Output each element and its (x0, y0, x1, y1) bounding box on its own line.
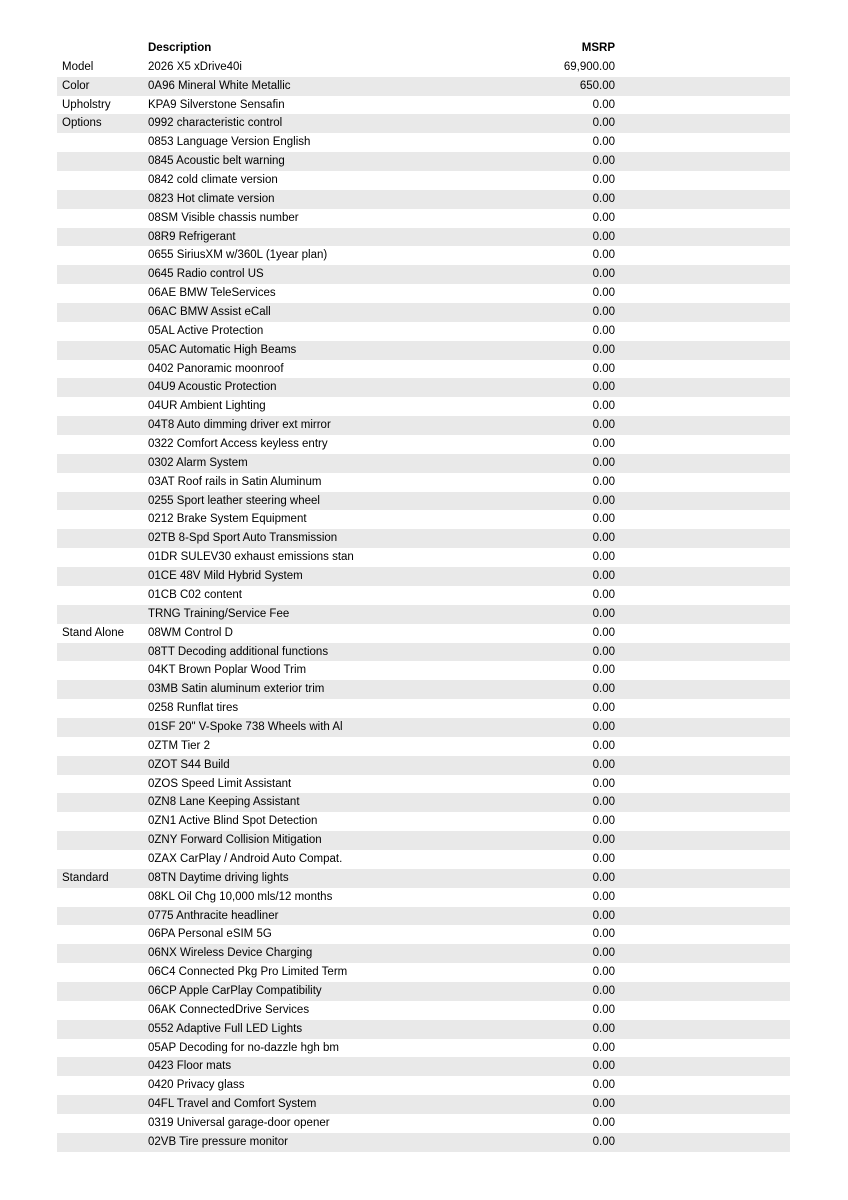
msrp-cell: 0.00 (592, 702, 615, 715)
msrp-cell: 0.00 (592, 890, 615, 903)
category-cell: Stand Alone (62, 626, 125, 639)
description-cell: 06PA Personal eSIM 5G (148, 928, 272, 941)
category-cell: Color (62, 79, 90, 92)
table-row (57, 567, 790, 586)
description-cell: 05AL Active Protection (148, 324, 264, 337)
vehicle-pricing-table (57, 39, 790, 1152)
msrp-cell: 0.00 (592, 758, 615, 771)
description-cell: 0992 characteristic control (148, 117, 283, 130)
header-description: Description (148, 42, 212, 54)
table-row (57, 1039, 790, 1058)
description-cell: 08R9 Refrigerant (148, 230, 236, 243)
table-row (57, 982, 790, 1001)
msrp-cell: 0.00 (592, 626, 615, 639)
description-cell: 0258 Runflat tires (148, 702, 239, 715)
description-cell: 01CB C02 content (148, 588, 242, 601)
description-cell: 0319 Universal garage-door opener (148, 1116, 330, 1129)
header-msrp: MSRP (581, 42, 615, 54)
table-row (57, 473, 790, 492)
msrp-cell: 0.00 (592, 1041, 615, 1054)
table-row (57, 850, 790, 869)
table-row (57, 680, 790, 699)
description-cell: 0402 Panoramic moonroof (148, 362, 284, 375)
msrp-cell: 0.00 (592, 607, 615, 620)
category-cell: Model (62, 60, 94, 73)
msrp-cell: 0.00 (592, 343, 615, 356)
msrp-cell: 0.00 (592, 306, 615, 319)
description-cell: 04FL Travel and Comfort System (148, 1098, 317, 1111)
description-cell: KPA9 Silverstone Sensafin (148, 98, 285, 111)
table-row (57, 548, 790, 567)
description-cell: 0ZAX CarPlay / Android Auto Compat. (148, 852, 343, 865)
description-cell: 06AK ConnectedDrive Services (148, 1003, 310, 1016)
table-header-row (57, 39, 790, 58)
description-cell: 0845 Acoustic belt warning (148, 155, 285, 168)
description-cell: 08TN Daytime driving lights (148, 871, 289, 884)
category-cell: Options (62, 117, 102, 130)
description-cell: 0302 Alarm System (148, 456, 248, 469)
table-row (57, 77, 790, 96)
description-cell: 0420 Privacy glass (148, 1079, 245, 1092)
table-row (57, 1001, 790, 1020)
msrp-cell: 0.00 (592, 456, 615, 469)
description-cell: 03MB Satin aluminum exterior trim (148, 683, 325, 696)
msrp-cell: 0.00 (592, 513, 615, 526)
table-row (57, 114, 790, 133)
msrp-cell: 0.00 (592, 815, 615, 828)
msrp-cell: 0.00 (592, 720, 615, 733)
table-row (57, 265, 790, 284)
table-row (57, 869, 790, 888)
table-row (57, 586, 790, 605)
msrp-cell: 0.00 (592, 570, 615, 583)
description-cell: 0823 Hot climate version (148, 192, 275, 205)
msrp-cell: 0.00 (592, 400, 615, 413)
table-row (57, 907, 790, 926)
msrp-cell: 0.00 (592, 192, 615, 205)
table-row (57, 718, 790, 737)
msrp-cell: 0.00 (592, 249, 615, 262)
msrp-cell: 0.00 (592, 362, 615, 375)
table-row (57, 793, 790, 812)
table-row (57, 341, 790, 360)
description-cell: 01CE 48V Mild Hybrid System (148, 570, 303, 583)
msrp-cell: 0.00 (592, 494, 615, 507)
table-row (57, 397, 790, 416)
msrp-cell: 0.00 (592, 1116, 615, 1129)
table-row (57, 152, 790, 171)
msrp-cell: 0.00 (592, 211, 615, 224)
description-cell: 0212 Brake System Equipment (148, 513, 307, 526)
msrp-cell: 0.00 (592, 136, 615, 149)
table-row (57, 378, 790, 397)
msrp-cell: 0.00 (592, 1079, 615, 1092)
description-cell: 01DR SULEV30 exhaust emissions stan (148, 551, 354, 564)
description-cell: 03AT Roof rails in Satin Aluminum (148, 475, 322, 488)
description-cell: 01SF 20" V-Spoke 738 Wheels with Al (148, 720, 343, 733)
msrp-cell: 0.00 (592, 1135, 615, 1148)
description-cell: 08WM Control D (148, 626, 233, 639)
table-row (57, 58, 790, 77)
description-cell: 05AP Decoding for no-dazzle hgh bm (148, 1041, 339, 1054)
msrp-cell: 0.00 (592, 664, 615, 677)
msrp-cell: 0.00 (592, 984, 615, 997)
msrp-cell: 0.00 (592, 645, 615, 658)
msrp-cell: 0.00 (592, 438, 615, 451)
description-cell: 08KL Oil Chg 10,000 mls/12 months (148, 890, 333, 903)
table-row (57, 775, 790, 794)
msrp-cell: 0.00 (592, 532, 615, 545)
table-row (57, 944, 790, 963)
msrp-cell: 0.00 (592, 381, 615, 394)
description-cell: 0655 SiriusXM w/360L (1year plan) (148, 249, 328, 262)
msrp-cell: 0.00 (592, 1098, 615, 1111)
description-cell: 0255 Sport leather steering wheel (148, 494, 320, 507)
description-cell: 06C4 Connected Pkg Pro Limited Term (148, 966, 348, 979)
msrp-cell: 0.00 (592, 796, 615, 809)
description-cell: 02TB 8-Spd Sport Auto Transmission (148, 532, 338, 545)
table-row (57, 228, 790, 247)
description-cell: 06NX Wireless Device Charging (148, 947, 313, 960)
table-row (57, 510, 790, 529)
msrp-cell: 0.00 (592, 588, 615, 601)
description-cell: 0322 Comfort Access keyless entry (148, 438, 328, 451)
table-row (57, 1114, 790, 1133)
table-row (57, 643, 790, 662)
table-row (57, 1133, 790, 1152)
msrp-cell: 0.00 (592, 155, 615, 168)
table-row (57, 284, 790, 303)
table-row (57, 963, 790, 982)
description-cell: 06AE BMW TeleServices (148, 287, 276, 300)
table-row (57, 454, 790, 473)
table-row (57, 416, 790, 435)
table-row (57, 737, 790, 756)
table-row (57, 171, 790, 190)
msrp-cell: 0.00 (592, 287, 615, 300)
msrp-cell: 0.00 (592, 1022, 615, 1035)
description-cell: 2026 X5 xDrive40i (148, 60, 242, 73)
description-cell: 0853 Language Version English (148, 136, 311, 149)
table-row (57, 605, 790, 624)
msrp-cell: 0.00 (592, 966, 615, 979)
table-row (57, 303, 790, 322)
msrp-cell: 0.00 (592, 551, 615, 564)
description-cell: 08TT Decoding additional functions (148, 645, 329, 658)
table-row (57, 529, 790, 548)
description-cell: 04UR Ambient Lighting (148, 400, 266, 413)
msrp-cell: 0.00 (592, 324, 615, 337)
table-body (57, 58, 790, 1152)
table-row (57, 925, 790, 944)
description-cell: 06AC BMW Assist eCall (148, 306, 271, 319)
msrp-cell: 0.00 (592, 739, 615, 752)
table-row (57, 209, 790, 228)
msrp-cell: 0.00 (592, 777, 615, 790)
table-row (57, 756, 790, 775)
description-cell: 04U9 Acoustic Protection (148, 381, 277, 394)
description-cell: 04KT Brown Poplar Wood Trim (148, 664, 307, 677)
description-cell: 0ZTM Tier 2 (148, 739, 210, 752)
msrp-cell: 0.00 (592, 909, 615, 922)
description-cell: 0ZOS Speed Limit Assistant (148, 777, 292, 790)
table-row (57, 246, 790, 265)
table-row (57, 96, 790, 115)
table-row (57, 133, 790, 152)
description-cell: 04T8 Auto dimming driver ext mirror (148, 419, 331, 432)
msrp-cell: 0.00 (592, 419, 615, 432)
table-row (57, 322, 790, 341)
msrp-cell: 0.00 (592, 947, 615, 960)
description-cell: 0ZOT S44 Build (148, 758, 230, 771)
table-row (57, 1076, 790, 1095)
description-cell: 0842 cold climate version (148, 174, 278, 187)
table-row (57, 1020, 790, 1039)
table-row (57, 831, 790, 850)
msrp-cell: 0.00 (592, 475, 615, 488)
table-row (57, 699, 790, 718)
description-cell: 0423 Floor mats (148, 1060, 232, 1073)
description-cell: 05AC Automatic High Beams (148, 343, 297, 356)
table-row (57, 624, 790, 643)
description-cell: 0A96 Mineral White Metallic (148, 79, 291, 92)
description-cell: 02VB Tire pressure monitor (148, 1135, 288, 1148)
msrp-cell: 0.00 (592, 852, 615, 865)
description-cell: 06CP Apple CarPlay Compatibility (148, 984, 322, 997)
table-row (57, 1095, 790, 1114)
msrp-cell: 0.00 (592, 98, 615, 111)
description-cell: 0ZNY Forward Collision Mitigation (148, 834, 322, 847)
msrp-cell: 0.00 (592, 834, 615, 847)
msrp-cell: 0.00 (592, 928, 615, 941)
category-cell: Upholstry (62, 98, 111, 111)
description-cell: 0552 Adaptive Full LED Lights (148, 1022, 303, 1035)
msrp-cell: 0.00 (592, 230, 615, 243)
description-cell: 0ZN1 Active Blind Spot Detection (148, 815, 318, 828)
table-row (57, 435, 790, 454)
description-cell: 0ZN8 Lane Keeping Assistant (148, 796, 300, 809)
table-row (57, 812, 790, 831)
msrp-cell: 69,900.00 (563, 60, 615, 73)
table-row (57, 888, 790, 907)
description-cell: TRNG Training/Service Fee (148, 607, 290, 620)
description-cell: 0775 Anthracite headliner (148, 909, 279, 922)
description-cell: 08SM Visible chassis number (148, 211, 299, 224)
table-row (57, 190, 790, 209)
table-row (57, 360, 790, 379)
msrp-cell: 0.00 (592, 1060, 615, 1073)
msrp-cell: 0.00 (592, 1003, 615, 1016)
msrp-cell: 0.00 (592, 683, 615, 696)
table-row (57, 661, 790, 680)
table-row (57, 1057, 790, 1076)
msrp-cell: 0.00 (592, 268, 615, 281)
table-row (57, 492, 790, 511)
msrp-cell: 0.00 (592, 871, 615, 884)
description-cell: 0645 Radio control US (148, 268, 264, 281)
msrp-cell: 0.00 (592, 174, 615, 187)
msrp-cell: 0.00 (592, 117, 615, 130)
category-cell: Standard (62, 871, 109, 884)
msrp-cell: 650.00 (579, 79, 615, 92)
